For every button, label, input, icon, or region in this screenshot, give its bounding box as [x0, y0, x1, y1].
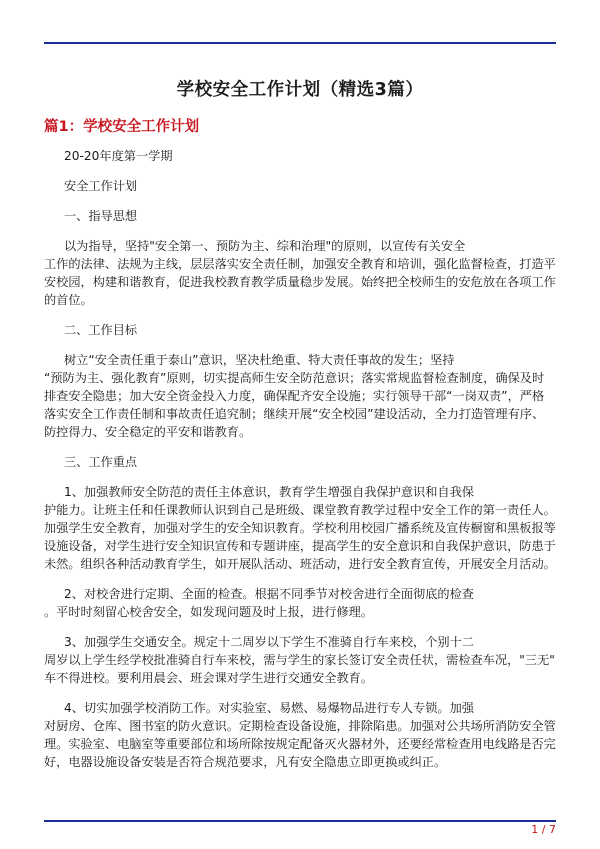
text-line: 4、切实加强学校消防工作。对实验室、易燃、易爆物品进行专人专锁。加强 — [64, 701, 474, 715]
text-line: 理。实验室、电脑室等重要部位和场所除按规定配备灭火器材外，还要经常检查用电线路是否完 — [44, 737, 556, 751]
text-line: 一、指导思想 — [64, 209, 138, 223]
text-line: 防控得力、安全稳定的平安和谐教育。 — [44, 425, 252, 439]
text-line: “预防为主、强化教育”原则，切实提高师生安全防范意识；落实常规监督检查制度，确保及时 — [44, 371, 545, 385]
text-line: 安全工作计划 — [64, 179, 138, 193]
text-line: 护能力。让班主任和任课教师认识到自己是班级、课堂教育教学过程中安全工作的第一责任人。 — [44, 503, 556, 517]
text-line: 好，电器设施设备安装是否符合规范要求，凡有安全隐患立即更换或纠正。 — [44, 755, 447, 769]
text-line: 1、加强教师安全防范的责任主体意识，教育学生增强自我保护意识和自我保 — [64, 485, 474, 499]
text-line: 2、对校舍进行定期、全面的检查。根据不同季节对校舍进行全面彻底的检查 — [64, 587, 474, 601]
text-line: 。平时时刻留心校舍安全，如发现问题及时上报，进行修理。 — [44, 605, 374, 619]
text-line: 设施设备，对学生进行安全知识宣传和专题讲座，提高学生的安全意识和自我保护意识，防患于 — [44, 539, 556, 553]
text-line: 安校园，构建和谐教育，促进我校教育教学质量稳步发展。始终把全校师生的安危放在各项工作 — [44, 275, 556, 289]
text-line: 三、工作重点 — [64, 455, 138, 469]
text-line: 树立“安全责任重于泰山”意识，坚决杜绝重、特大责任事故的发生；坚持 — [64, 353, 455, 367]
text-line: 周岁以上学生经学校批准骑自行车来校，需与学生的家长签订安全责任状，需检查车况，"三无" — [44, 653, 555, 667]
text-line: 车不得进校。要利用晨会、班会课对学生进行交通安全教育。 — [44, 671, 374, 685]
text-line: 3、加强学生交通安全。规定十二周岁以下学生不准骑自行车来校，个别十二 — [64, 635, 474, 649]
text-line: 工作的法律、法规为主线，层层落实安全责任制，加强安全教育和培训，强化监督检查，打造平 — [44, 257, 556, 271]
section-heading: 篇1：学校安全工作计划 — [44, 119, 200, 135]
text-line: 落实安全工作责任制和事故责任追究制；继续开展“安全校园”建设活动，全力打造管理有序、 — [44, 407, 545, 421]
text-line: 未然。组织各种活动教育学生，如开展队活动、班活动，进行安全教育宣传，开展安全月活动。 — [44, 557, 556, 571]
text-line: 排查安全隐患；加大安全资金投入力度，确保配齐安全设施；实行领导干部“一岗双责”，严格 — [44, 389, 545, 403]
document-title: 学校安全工作计划（精选3篇） — [176, 80, 424, 100]
text-line: 对厨房、仓库、图书室的防火意识。定期检查设备设施，排除陷患。加强对公共场所消防安全管 — [44, 719, 556, 733]
text-line: 以为指导，坚持"安全第一、预防为主、综和治理"的原则，以宣传有关安全 — [64, 239, 466, 253]
text-line: 二、工作目标 — [64, 323, 138, 337]
text-line: 加强学生安全教育，加强对学生的安全知识教育。学校利用校园广播系统及宣传橱窗和黑板报等 — [44, 521, 556, 535]
page-number: 1 / 7 — [531, 823, 556, 836]
text-line: 20-20年度第一学期 — [64, 149, 173, 163]
header-rule — [44, 42, 556, 44]
footer-rule — [44, 820, 556, 822]
text-line: 的首位。 — [44, 293, 93, 307]
